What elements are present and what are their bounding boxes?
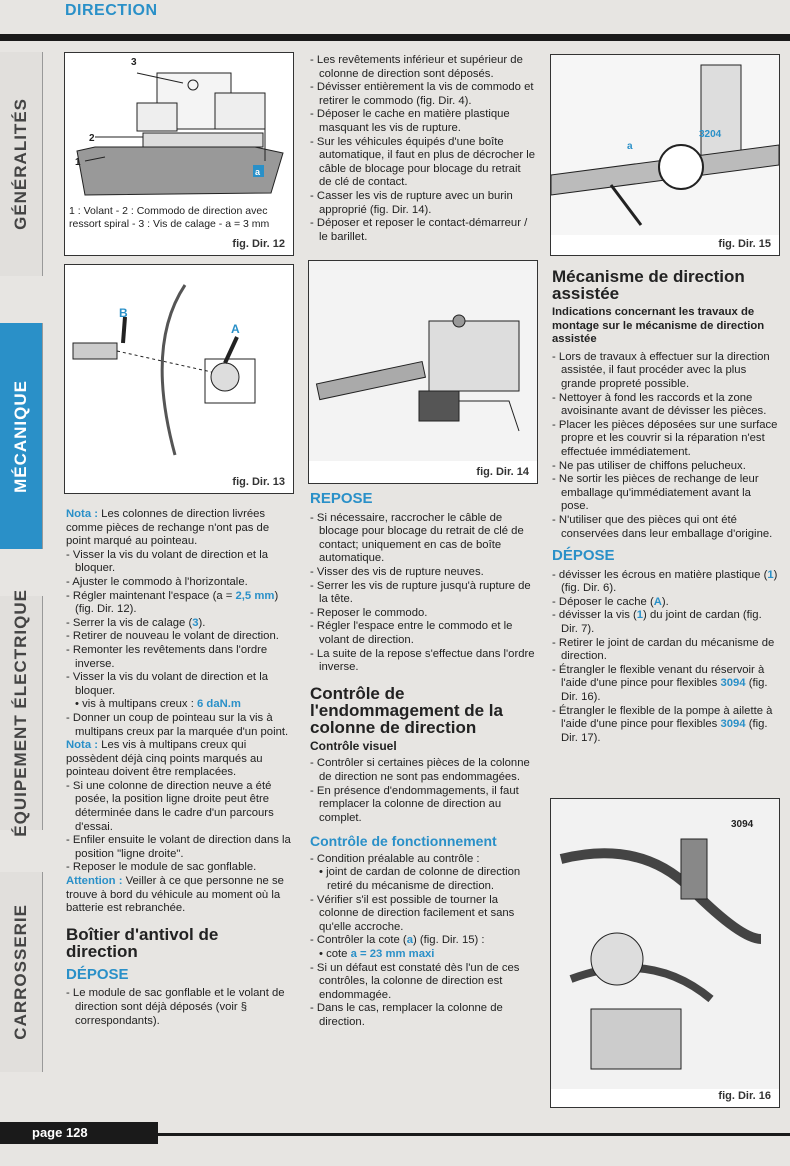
figure-label: fig. Dir. 15 [718,238,771,250]
figure-label: fig. Dir. 13 [232,476,285,488]
tab-generalites[interactable] [0,52,43,276]
tab-label: CARROSSERIE [11,904,30,1040]
list-item: - Si une colonne de direction neuve a été posée, la position ligne droite peut être déterminée dans le cadre d'un parcours d'essai. [66,780,292,834]
list-item: - Reposer le commodo. [310,607,536,621]
list-item: - Serrer la vis de calage (3). [66,617,292,631]
list-item: - Ne pas utiliser de chiffons pelucheux. [552,460,778,474]
header-rule [0,34,790,41]
callout-3204: 3204 [699,129,722,140]
figure-label: fig. Dir. 12 [232,238,285,250]
callout-1: 1 [75,157,81,168]
attention-paragraph: Attention : Veiller à ce que personne ne se trouve à bord du véhicule au moment où la batterie est rebranchée. [66,875,284,915]
section-title: DIRECTION [65,2,158,19]
list-item: - Enfiler ensuite le volant de direction dans la position "ligne droite". [66,834,292,861]
steering-wheel-diagram [65,53,293,203]
list-item: - Si un défaut est constaté dès l'un de ces contrôles, la colonne de direction est endommagée. [310,962,536,1003]
list-item: - Reposer le module de sac gonflable. [66,861,292,875]
list-item: - Étrangler le flexible venant du réservoir à l'aide d'une pince pour flexibles 3094 (fig. Dir. 16). [552,664,778,705]
heading-depose: DÉPOSE [66,965,129,983]
list-item: - Retirer le joint de cardan du mécanisme de direction. [552,637,778,664]
text-column-3 [552,266,778,745]
callout-b: B [119,306,128,320]
list-item: - Si nécessaire, raccrocher le câble de blocage pour blocage du retrait de clé de contact; uniquement en cas de boîte automatique. [310,512,536,566]
heading-controle-endommagement: Contrôle de l'endommagement de la colonne de direction [310,683,503,737]
footer-rule [158,1133,790,1136]
list-item: - Donner un coup de pointeau sur la vis à multipans creux par la marquée d'un point. [66,712,292,739]
text-column-1 [66,508,292,1028]
heading-depose: DÉPOSE [552,547,615,565]
list-item: - Contrôler la cote (a) (fig. Dir. 15) : [310,934,536,948]
list-item: - Visser la vis du volant de direction et la bloquer. [66,549,292,576]
heading-indications: Indications concernant les travaux de montage sur le mécanisme de direction assistée [552,306,765,346]
heading-controle-fonctionnement: Contrôle de fonctionnement [310,833,497,850]
callout-3094: 3094 [731,819,754,830]
steering-lock-diagram [65,265,293,465]
list-item: - Visser la vis du volant de direction et la bloquer. [66,671,292,698]
tab-label: GÉNÉRALITÉS [11,98,30,230]
list-item: - Remonter les revêtements dans l'ordre inverse. [66,644,292,671]
nota-paragraph [66,508,292,549]
callout-a: A [231,322,240,336]
heading-boitier-antivol: Boîtier d'antivol de direction [66,924,219,961]
list-item: - Déposer le cache en matière plastique masquant les vis de rupture. [310,108,536,135]
list-item: - Déposer et reposer le contact-démarreur / le barillet. [310,217,536,244]
text-column-2-top [310,54,536,244]
figure-dir-13 [64,264,294,494]
list-item: - Les revêtements inférieur et supérieur de colonne de direction sont déposés. [310,54,536,81]
figure-label: fig. Dir. 14 [476,466,529,478]
list-item: - Ajuster le commodo à l'horizontale. [66,576,292,590]
cote-spec: • cote a = 23 mm maxi [310,948,536,962]
figure-label: fig. Dir. 16 [718,1090,771,1102]
list-item: - Lors de travaux à effectuer sur la direction assistée, il faut procéder avec la plus grande propreté possible. [552,351,778,392]
text-column-2 [310,490,536,1030]
list-item: - Dans le cas, remplacer la colonne de direction. [310,1002,536,1029]
rupture-screws-diagram [309,261,537,461]
callout-a: a [255,167,261,177]
list-item: - Sur les véhicules équipés d'une boîte automatique, il faut en plus de décrocher le câble de blocage pour blocage du retrait de clé de contact. [310,136,536,190]
list-item: - Serrer les vis de rupture jusqu'à rupture de la tête. [310,580,536,607]
list-item: - Vérifier s'il est possible de tourner la colonne de direction facilement et sans qu'elle accroche. [310,894,536,935]
callout-a: a [627,141,633,152]
list-item: - Retirer de nouveau le volant de direction. [66,630,292,644]
list-item: - Ne sortir les pièces de rechange de leur emballage qu'immédiatement avant la pose. [552,473,778,514]
figure-caption: 1 : Volant - 2 : Commodo de direction avec ressort spiral - 3 : Vis de calage - a = 3 mm [69,205,270,230]
list-item: - Régler l'espace entre le commodo et le volant de direction. [310,620,536,647]
callout-2: 2 [89,133,95,144]
dial-gauge-diagram [551,55,779,235]
list-item: - dévisser la vis (1) du joint de cardan (fig. Dir. 7). [552,609,778,636]
heading-controle-visuel: Contrôle visuel [310,738,397,753]
list-item: - La suite de la repose s'effectue dans l'ordre inverse. [310,648,536,675]
list-item: - dévisser les écrous en matière plastique (1) (fig. Dir. 6). [552,569,778,596]
torque-spec: • vis à multipans creux : 6 daN.m [66,698,292,712]
list-item: - N'utiliser que des pièces qui ont été conservées dans leur emballage d'origine. [552,514,778,541]
tab-carrosserie[interactable] [0,872,43,1072]
figure-dir-16 [550,798,780,1108]
list-item: - Placer les pièces déposées sur une surface propre et les couvrir si la réparation n'est effectuée immédiatement. [552,419,778,460]
list-item: - Dévisser entièrement la vis de commodo et retirer le commodo (fig. Dir. 4). [310,81,536,108]
page-number: page 128 [32,1125,88,1140]
list-item: - Étrangler le flexible de la pompe à ailette à l'aide d'une pince pour flexibles 3094 (fig. Dir. 17). [552,705,778,746]
list-item: - Condition préalable au contrôle : [310,853,536,867]
nota-paragraph: Nota : Les vis à multipans creux qui possèdent déjà cinq points marqués au pointeau doivent être remplacées. [66,739,263,779]
list-item: - Régler maintenant l'espace (a = 2,5 mm) (fig. Dir. 12). [66,590,292,617]
nota-text: Les colonnes de direction livrées comme pièces de rechange n'ont pas de point marqué au pointeau. [66,508,270,548]
tab-label: MÉCANIQUE [11,379,30,493]
list-item: - Déposer le cache (A). [552,596,778,610]
list-item: - Contrôler si certaines pièces de la colonne de direction ne sont pas endommagées. [310,757,536,784]
list-item: - Casser les vis de rupture avec un burin approprié (fig. Dir. 14). [310,190,536,217]
nota-label: Nota : [66,508,99,520]
tab-equipement-electrique[interactable] [0,589,43,837]
heading-mecanisme: Mécanisme de direction assistée [552,267,745,303]
figure-dir-12 [64,52,294,256]
hose-clamp-diagram [551,799,779,1089]
callout-3: 3 [131,57,137,68]
heading-repose: REPOSE [310,490,373,507]
list-item: - Visser des vis de rupture neuves. [310,566,536,580]
tab-label: ÉQUIPEMENT ÉLECTRIQUE [11,589,30,837]
list-item: - Le module de sac gonflable et le volant de direction sont déjà déposés (voir § correspondants). [66,987,292,1028]
figure-dir-15 [550,54,780,256]
list-item: - Nettoyer à fond les raccords et la zone avoisinante avant de dévisser les pièces. [552,392,778,419]
tab-mecanique[interactable] [0,323,43,549]
figure-dir-14 [308,260,538,484]
list-item: - En présence d'endommagements, il faut remplacer la colonne de direction au complet. [310,785,536,826]
sub-item: • joint de cardan de colonne de direction retiré du mécanisme de direction. [310,866,536,893]
